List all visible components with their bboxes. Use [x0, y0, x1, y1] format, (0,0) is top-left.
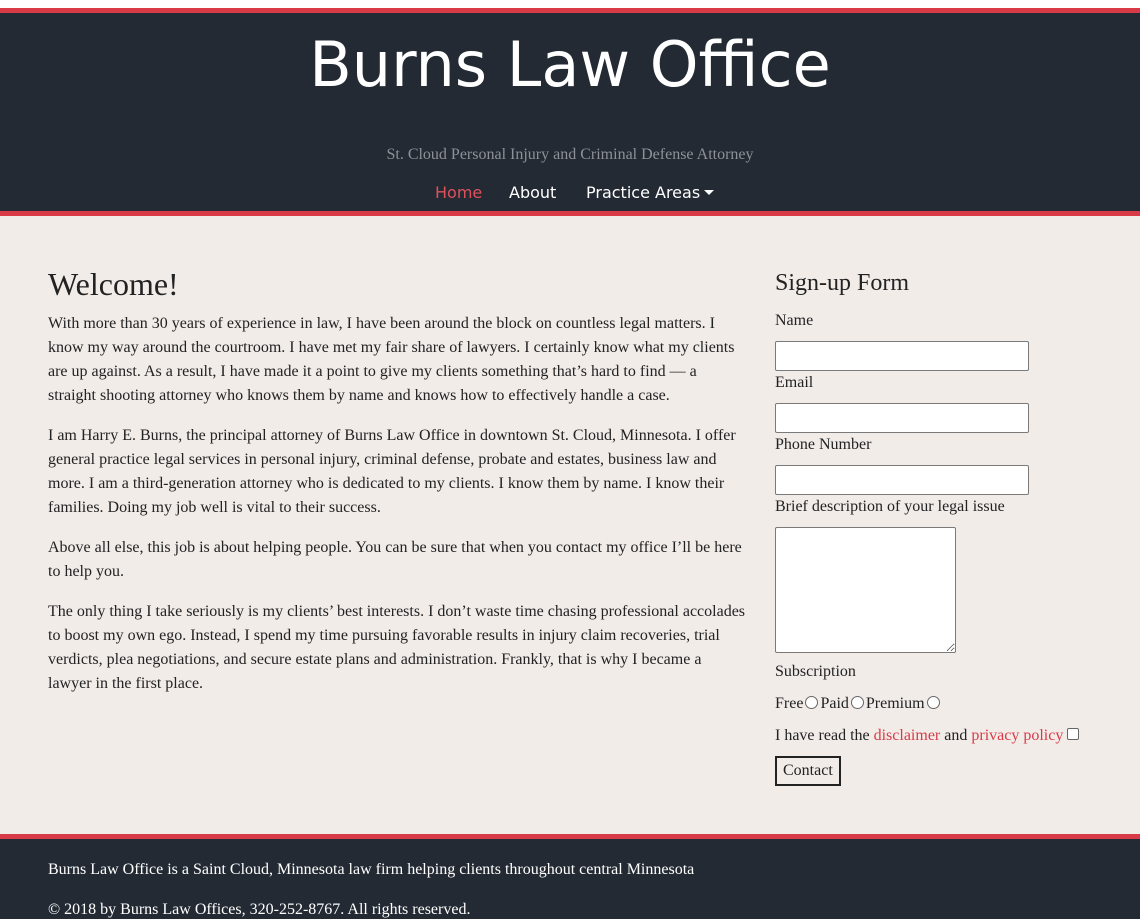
footer-copyright: © 2018 by Burns Law Offices, 320-252-8767. All rights reserved.: [48, 901, 471, 918]
footer-description: Burns Law Office is a Saint Cloud, Minnesota law firm helping clients throughout central Minnesota: [48, 861, 695, 878]
main-nav: [0, 179, 1140, 207]
radio-premium[interactable]: [927, 696, 940, 709]
nav-practice-areas[interactable]: [586, 179, 714, 207]
nav-home[interactable]: Home: [435, 183, 483, 202]
site-header: [0, 8, 1140, 216]
email-field[interactable]: [775, 403, 1029, 433]
phone-label: Phone Number: [775, 436, 872, 453]
radio-free[interactable]: [805, 696, 818, 709]
agree-prefix: I have read the: [775, 727, 870, 744]
contact-button[interactable]: Contact: [775, 756, 841, 786]
welcome-paragraph: Above all else, this job is about helping people. You can be sure that when you contact my office I’ll be here to help you.: [48, 539, 742, 580]
welcome-paragraph: With more than 30 years of experience in law, I have been around the block on countless legal matters. I know my way around the courtroom. I have met my fair share of lawyers. I certainly know what my clients are up against. As a result, I have made it a point to give my clients something that’s hard to find — a straight shooting attorney who knows them by name and knows how to effectively handle a case.: [48, 315, 735, 404]
email-label: Email: [775, 374, 814, 391]
phone-field[interactable]: [775, 465, 1029, 495]
site-tagline: St. Cloud Personal Injury and Criminal Defense Attorney: [386, 146, 754, 163]
nav-about[interactable]: About: [509, 183, 557, 202]
subscription-label: Subscription: [775, 663, 856, 680]
privacy-policy-link[interactable]: privacy policy: [971, 727, 1064, 744]
description-label: Brief description of your legal issue: [775, 498, 1005, 515]
form-heading: Sign-up Form: [775, 270, 910, 296]
option-premium-label: Premium: [865, 695, 925, 712]
agree-checkbox[interactable]: [1067, 728, 1079, 740]
name-field[interactable]: [775, 341, 1029, 371]
nav-practice-areas-label: Practice Areas: [586, 183, 701, 202]
site-title[interactable]: Burns Law Office: [309, 28, 831, 101]
name-label: Name: [775, 312, 814, 329]
welcome-paragraph: I am Harry E. Burns, the principal attorney of Burns Law Office in downtown St. Cloud, Minnesota. I offer general practice legal services in personal injury, criminal defense, probate and estates, business law and more. I am a third-generation attorney who is dedicated to my clients. I know them by name. I know their families. Doing my job well is vital to their success.: [48, 427, 736, 516]
option-paid-label: Paid: [820, 695, 849, 712]
chevron-down-icon: [704, 190, 714, 195]
radio-paid[interactable]: [851, 696, 864, 709]
disclaimer-link[interactable]: disclaimer: [873, 727, 941, 744]
subscription-options: [775, 694, 942, 714]
top-strip: [0, 0, 1140, 8]
welcome-paragraph: The only thing I take seriously is my clients’ best interests. I don’t waste time chasing professional accolades to boost my own ego. Instead, I spend my time pursuing favorable results in injury claim recoveries, trial verdicts, plea negotiations, and secure estate plans and administration. Frankly, that is why I became a lawyer in the first place.: [48, 603, 746, 692]
description-textarea[interactable]: [775, 527, 956, 653]
agreement-row: [775, 726, 1079, 746]
site-footer: [0, 834, 1140, 919]
main-content: [0, 216, 1140, 834]
agree-and: and: [944, 727, 968, 744]
welcome-heading: Welcome!: [48, 266, 179, 302]
option-free-label: Free: [775, 695, 804, 712]
